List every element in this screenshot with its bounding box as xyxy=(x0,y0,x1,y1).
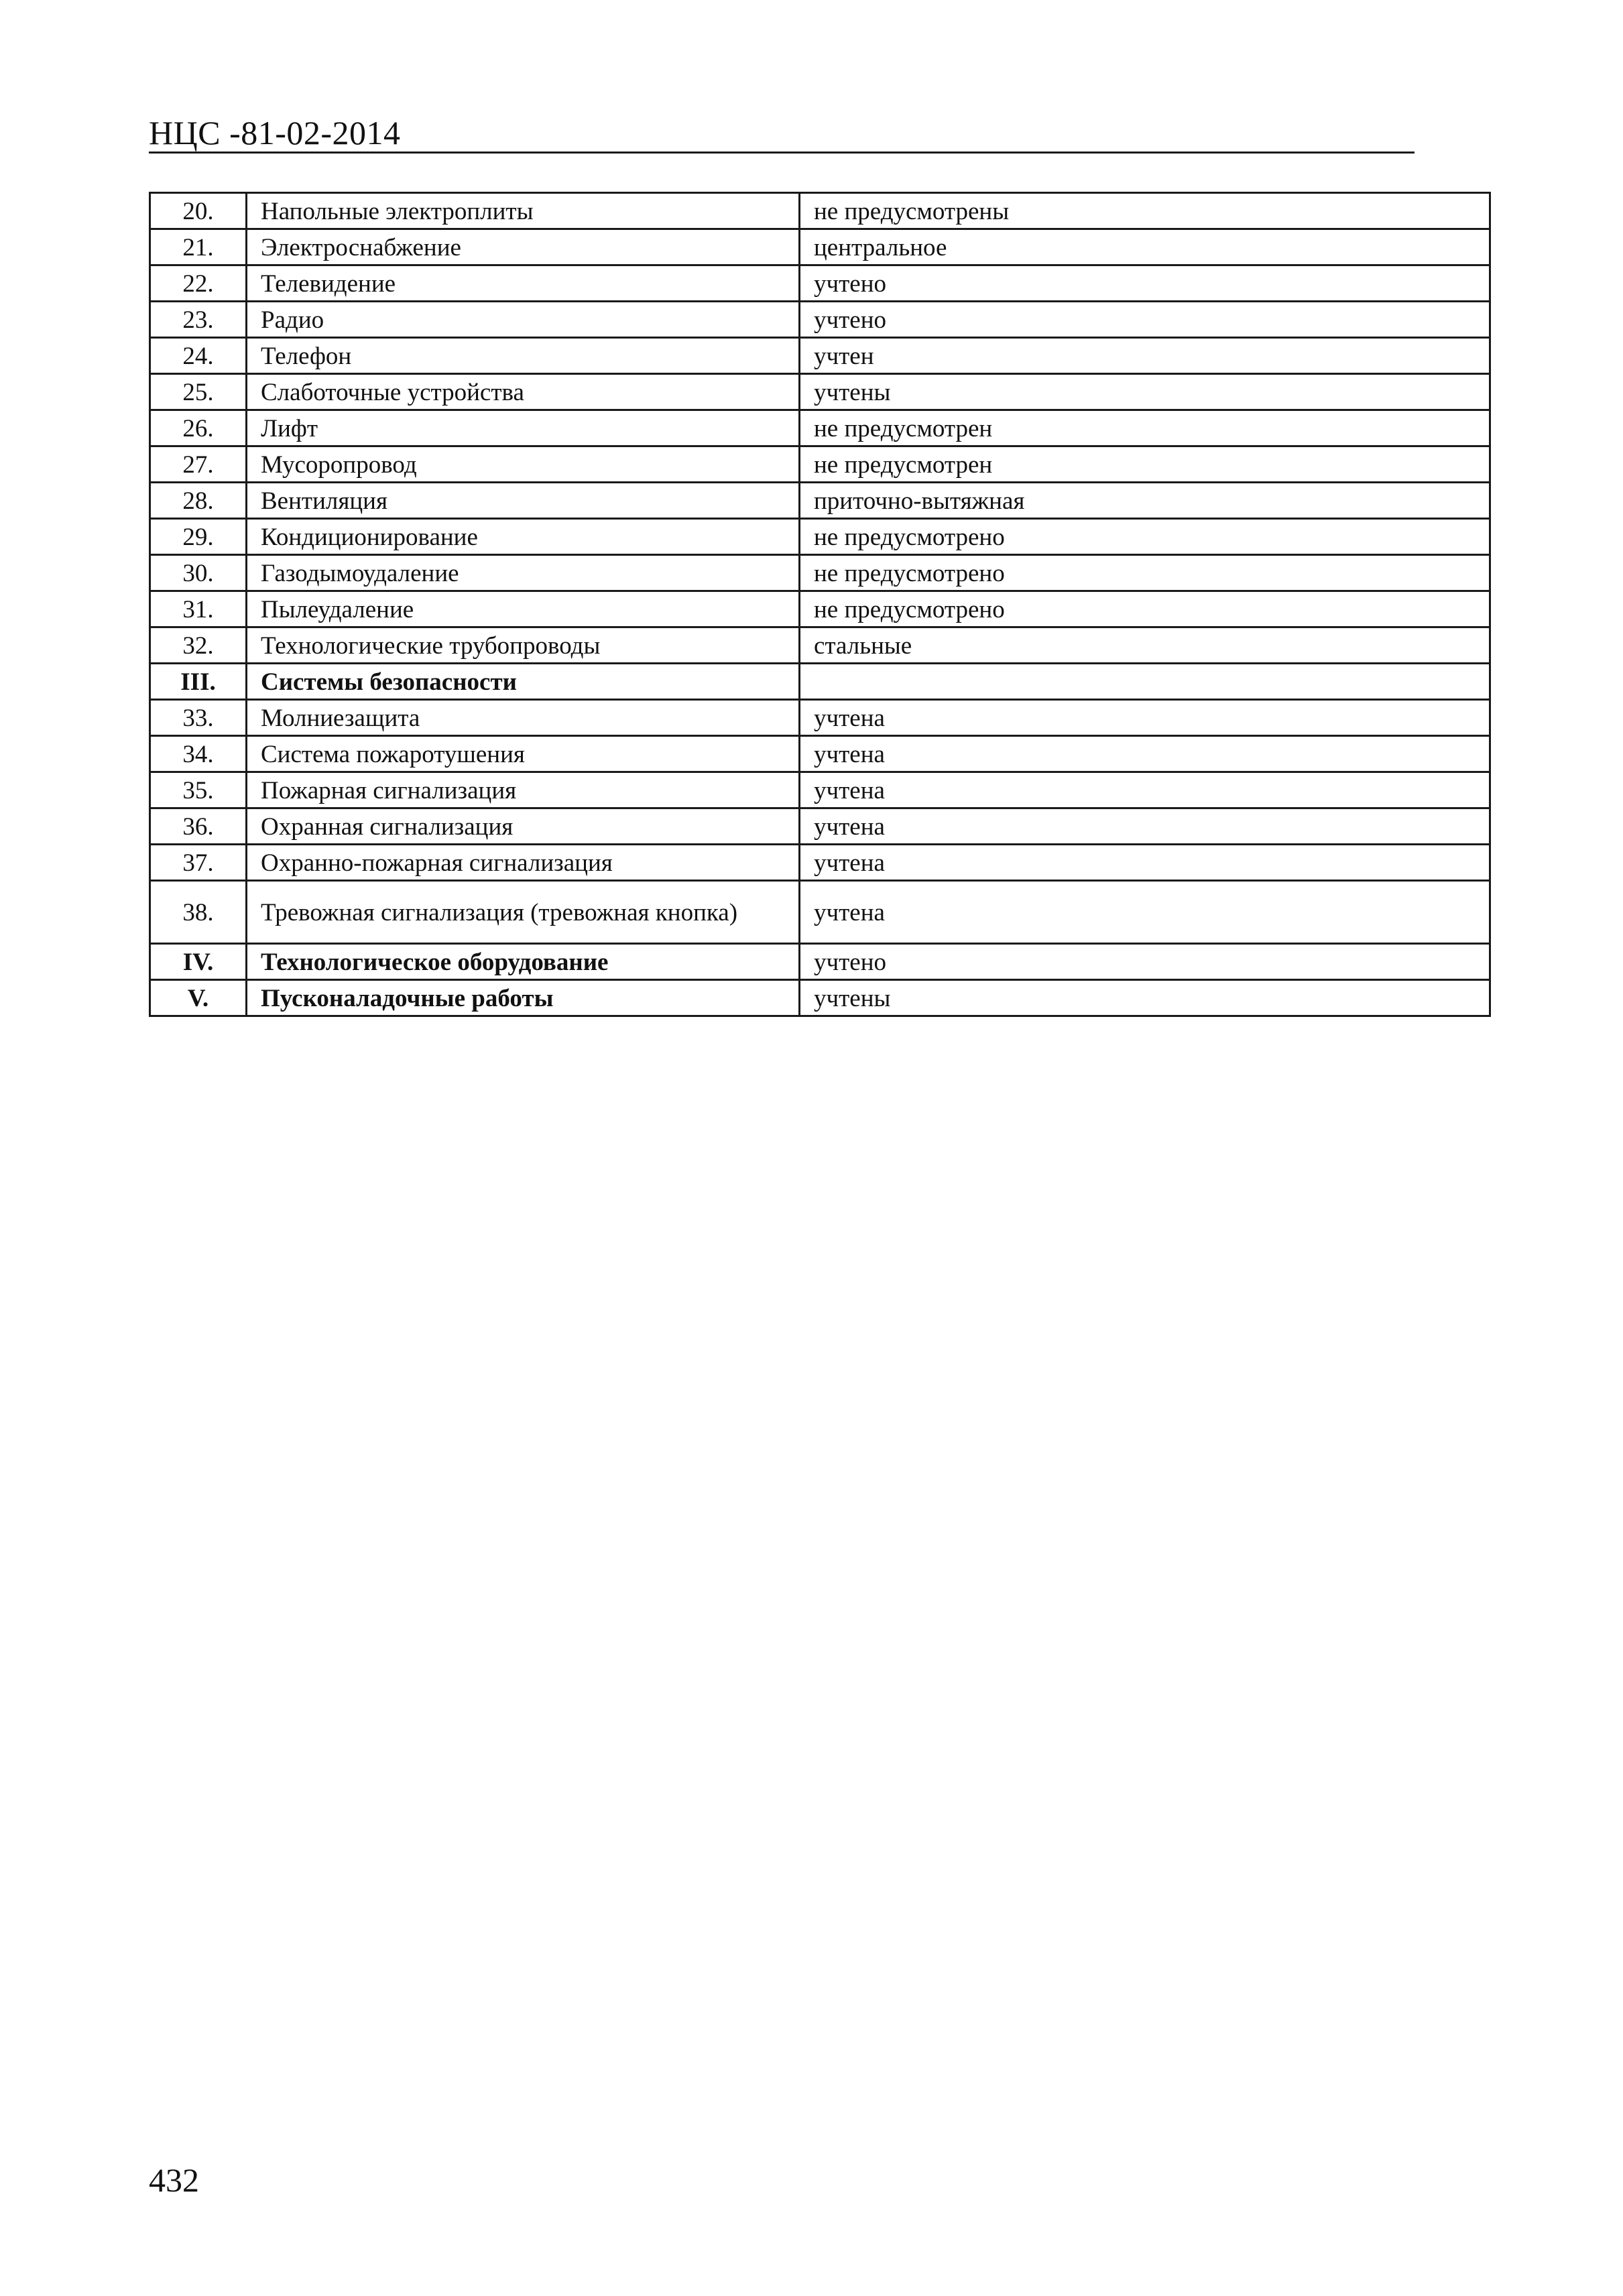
row-name: Кондиционирование xyxy=(247,519,800,555)
table-row xyxy=(150,591,1490,627)
row-number: 24. xyxy=(150,338,247,374)
table-row xyxy=(150,265,1490,302)
row-name: Мусоропровод xyxy=(247,446,800,483)
row-name: Охранная сигнализация xyxy=(247,808,800,845)
table-row xyxy=(150,446,1490,483)
table-row xyxy=(150,845,1490,881)
row-number: 32. xyxy=(150,627,247,664)
specification-table xyxy=(149,192,1491,1017)
section-row xyxy=(150,664,1490,700)
row-number: 31. xyxy=(150,591,247,627)
row-name: Пылеудаление xyxy=(247,591,800,627)
row-number: 38. xyxy=(150,881,247,944)
row-value: не предусмотрено xyxy=(800,591,1490,627)
row-number: 25. xyxy=(150,374,247,410)
row-value: не предусмотрено xyxy=(800,519,1490,555)
row-number: 28. xyxy=(150,483,247,519)
row-value: стальные xyxy=(800,627,1490,664)
row-value: учтена xyxy=(800,845,1490,881)
row-name: Вентиляция xyxy=(247,483,800,519)
section-title: Системы безопасности xyxy=(247,664,800,700)
table-row xyxy=(150,808,1490,845)
row-number: 29. xyxy=(150,519,247,555)
row-number: 21. xyxy=(150,229,247,265)
row-value: учтена xyxy=(800,881,1490,944)
section-number: IV. xyxy=(150,944,247,980)
row-number: 36. xyxy=(150,808,247,845)
row-name: Охранно-пожарная сигнализация xyxy=(247,845,800,881)
section-title: Пусконаладочные работы xyxy=(247,980,800,1016)
row-name: Газодымоудаление xyxy=(247,555,800,591)
row-number: 26. xyxy=(150,410,247,446)
row-name: Радио xyxy=(247,302,800,338)
page-number: 432 xyxy=(149,2161,199,2199)
table-row xyxy=(150,555,1490,591)
row-name: Напольные электроплиты xyxy=(247,193,800,229)
row-name: Система пожаротушения xyxy=(247,736,800,772)
row-value: учтено xyxy=(800,265,1490,302)
row-name: Молниезащита xyxy=(247,700,800,736)
row-name: Телевидение xyxy=(247,265,800,302)
row-number: 20. xyxy=(150,193,247,229)
row-value: учтен xyxy=(800,338,1490,374)
table-row xyxy=(150,483,1490,519)
row-value: не предусмотрены xyxy=(800,193,1490,229)
section-number: III. xyxy=(150,664,247,700)
row-number: 37. xyxy=(150,845,247,881)
table-row xyxy=(150,519,1490,555)
table-row xyxy=(150,338,1490,374)
row-value: не предусмотрено xyxy=(800,555,1490,591)
row-value: учтена xyxy=(800,736,1490,772)
table-row xyxy=(150,374,1490,410)
row-value: не предусмотрен xyxy=(800,410,1490,446)
section-row xyxy=(150,944,1490,980)
table-row xyxy=(150,410,1490,446)
header-divider xyxy=(149,152,1415,154)
table-row xyxy=(150,627,1490,664)
row-number: 22. xyxy=(150,265,247,302)
row-number: 33. xyxy=(150,700,247,736)
row-name: Пожарная сигнализация xyxy=(247,772,800,808)
table-row xyxy=(150,772,1490,808)
row-name: Тревожная сигнализация (тревожная кнопка) xyxy=(247,881,800,944)
row-number: 23. xyxy=(150,302,247,338)
row-value xyxy=(800,664,1490,700)
row-number: 27. xyxy=(150,446,247,483)
section-title: Технологическое оборудование xyxy=(247,944,800,980)
table-row xyxy=(150,700,1490,736)
section-row xyxy=(150,980,1490,1016)
row-value: центральное xyxy=(800,229,1490,265)
row-name: Лифт xyxy=(247,410,800,446)
row-name: Технологические трубопроводы xyxy=(247,627,800,664)
row-value: учтено xyxy=(800,302,1490,338)
section-number: V. xyxy=(150,980,247,1016)
table-row xyxy=(150,881,1490,944)
row-name: Слаботочные устройства xyxy=(247,374,800,410)
row-value: не предусмотрен xyxy=(800,446,1490,483)
row-name: Электроснабжение xyxy=(247,229,800,265)
table-row xyxy=(150,193,1490,229)
row-value: учтены xyxy=(800,980,1490,1016)
row-name: Телефон xyxy=(247,338,800,374)
table-row xyxy=(150,302,1490,338)
table-row xyxy=(150,229,1490,265)
row-value: учтено xyxy=(800,944,1490,980)
row-value: учтена xyxy=(800,772,1490,808)
row-value: приточно-вытяжная xyxy=(800,483,1490,519)
row-number: 35. xyxy=(150,772,247,808)
row-number: 30. xyxy=(150,555,247,591)
table-row xyxy=(150,736,1490,772)
row-value: учтена xyxy=(800,808,1490,845)
row-value: учтена xyxy=(800,700,1490,736)
row-value: учтены xyxy=(800,374,1490,410)
document-code: НЦС -81-02-2014 xyxy=(149,114,401,152)
row-number: 34. xyxy=(150,736,247,772)
